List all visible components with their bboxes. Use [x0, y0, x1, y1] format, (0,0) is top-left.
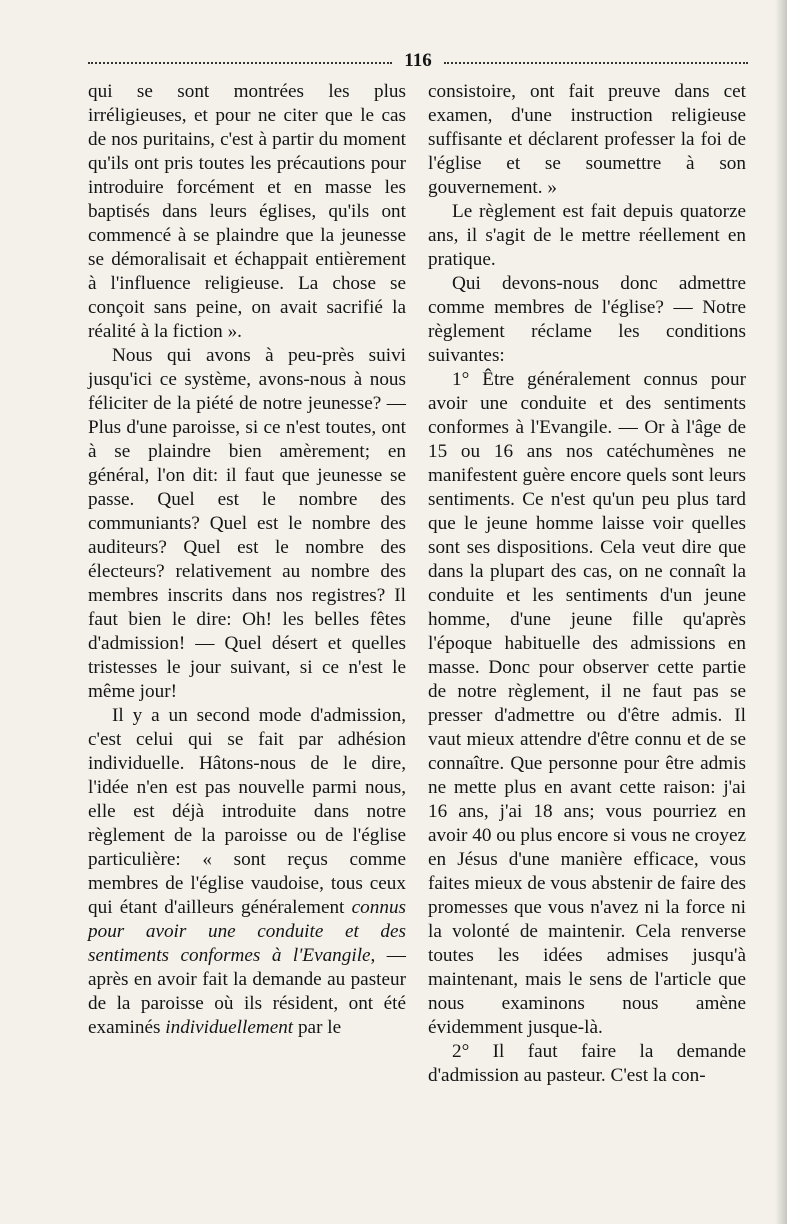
paragraph-text: , — après en avoir fait la demande au pasteur de la paroisse où ils résident, ont été examinés — [88, 945, 406, 1038]
page-number: 116 — [404, 50, 432, 71]
paragraph: qui se sont montrées les plus irréligieuses, et pour ne citer que le cas de nos puritains, c'est à partir du moment qu'ils ont pris toutes les précautions pour introduire forcément et en masse les baptisés dans leurs églises, qu'ils ont commencé à se plaindre que la jeunesse se démoralisait et échappait entièrement à l'influence religieuse. La chose se conçoit sans peine, on avait sacrifié la réalité à la fiction ». — [88, 81, 406, 342]
paragraph: Le règlement est fait depuis quatorze ans, il s'agit de le mettre réellement en pratique. — [428, 201, 746, 270]
header-rule-left — [88, 62, 392, 64]
right-column — [428, 80, 746, 1200]
paragraph: 2° Il faut faire la demande d'admission au pasteur. C'est la con- — [428, 1041, 746, 1086]
paragraph: Nous qui avons à peu-près suivi jusqu'ici ce système, avons-nous à nous féliciter de la piété de notre jeunesse? — Plus d'une paroisse, si ce n'est toutes, ont à se plaindre bien amèrement; en général, l'on dit: il faut que jeunesse se passe. Quel est le nombre des communiants? Quel est le nombre des auditeurs? Quel est le nombre des électeurs? relativement au nombre des membres inscrits dans nos registres? Il faut bien le dire: Oh! les belles fêtes d'admission! — Quel désert et quelles tristesses le jour suivant, si ce n'est le même jour! — [88, 345, 406, 702]
left-column — [88, 80, 406, 1200]
italic-quote: connus pour avoir une conduite et des sentiments conformes à l'Evangile — [88, 897, 406, 966]
paragraph: consistoire, ont fait preuve dans cet examen, d'une instruction religieuse suffisante et déclarent professer la foi de l'église et se soumettre à son gouvernement. » — [428, 81, 746, 198]
paragraph-text: Il y a un second mode d'admission, c'est celui qui se fait par adhésion individuelle. Hâtons-nous de le dire, l'idée n'en est pas nouvelle parmi nous, elle est déjà introduite dans notre règlement de la paroisse ou de l'église particulière: « sont reçus comme membres de l'église vaudoise, tous ceux qui étant d'ailleurs généralement — [88, 705, 406, 918]
page-header — [88, 50, 748, 72]
paragraph — [88, 704, 406, 1040]
paragraph: 1° Être généralement connus pour avoir une conduite et des sentiments conformes à l'Evangile. — Or à l'âge de 15 ou 16 ans nos catéchumènes ne manifestent guère encore quels sont leurs sentiments. Ce n'est qu'un peu plus tard que le jeune homme laisse voir quelles sont ses dispositions. Cela veut dire que dans la plupart des cas, on ne connaît la conduite et les sentiments d'un jeune homme, d'une jeune fille qu'après l'époque habituelle des admissions en masse. Donc pour observer cette partie de notre règlement, il ne faut pas se presser d'admettre ou d'être admis. Il vaut mieux attendre d'être connu et de se connaître. Que personne pour être admis ne mette plus en avant cette raison: j'ai 16 ans, j'ai 18 ans; vous pourriez en avoir 40 ou plus encore si vous ne croyez en Jésus d'une manière efficace, vous faites mieux de vous abstenir de faire des promesses que vous n'avez ni la force ni la volonté de maintenir. Cela renverse toutes les idées admises jusqu'à maintenant, mais le sens de l'article que nous examinons nous amène évidemment jusque-là. — [428, 369, 746, 1038]
paragraph: Qui devons-nous donc admettre comme membres de l'église? — Notre règlement réclame les conditions suivantes: — [428, 273, 746, 366]
header-rule-right — [444, 62, 748, 64]
italic-word: individuellement — [165, 1017, 294, 1038]
page-edge-shadow — [775, 0, 787, 1224]
paragraph-text: par le — [293, 1017, 342, 1038]
